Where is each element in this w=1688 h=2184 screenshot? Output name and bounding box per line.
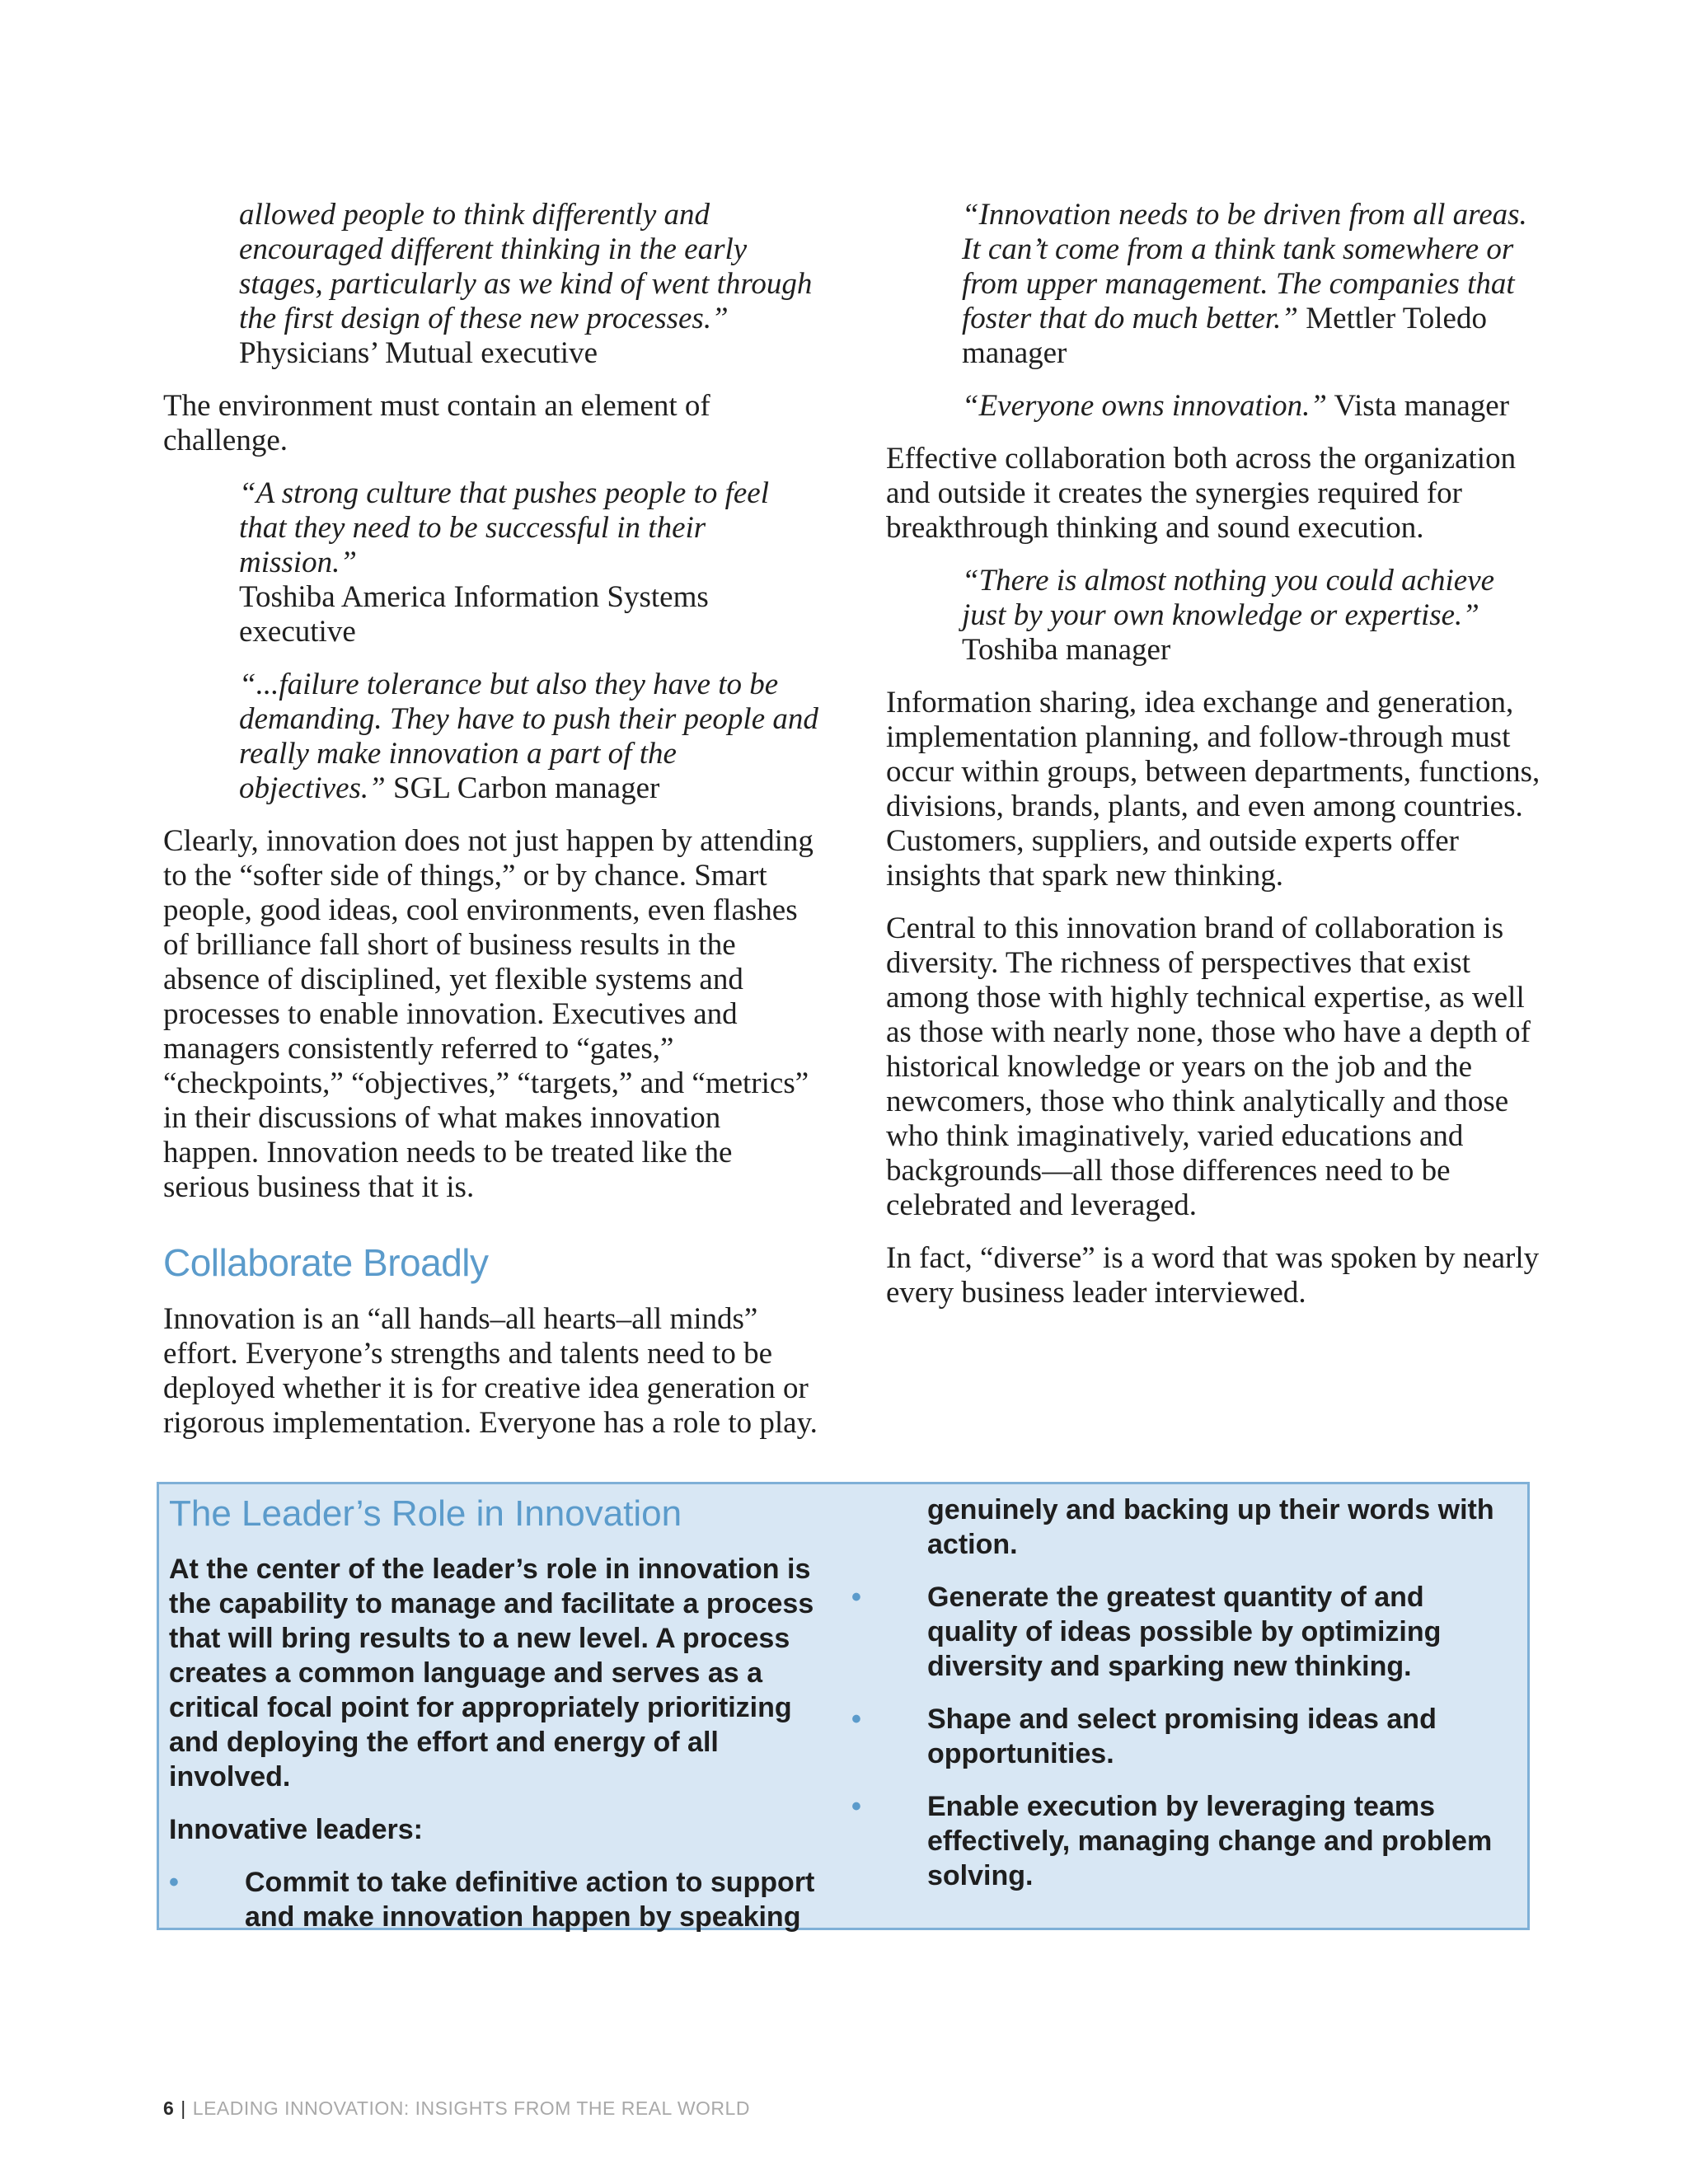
- quote-vista: [962, 389, 1545, 424]
- quote-attribution: SGL Carbon manager: [393, 771, 660, 805]
- sidebar-bullet-generate: [851, 1580, 1511, 1684]
- paragraph-diverse-word: In fact, “diverse” is a word that was spoken by nearly every business leader interviewed.: [886, 1241, 1540, 1310]
- section-heading-collaborate: Collaborate Broadly: [163, 1241, 489, 1284]
- quote-text: “...failure tolerance but also they have to be demanding. They have to push their people and really make innovation a part of the objectives.”: [239, 668, 818, 805]
- sidebar-bullet-commit: [169, 1865, 837, 1934]
- sidebar-intro: At the center of the leader’s role in innovation is the capability to manage and facilitate a process that will bring results to a new level. A process creates a common language and serves as a critical focal point for appropriately prioritizing and deploying the effort and energy of all involved.: [169, 1554, 814, 1793]
- footer-separator: |: [181, 2097, 186, 2119]
- quote-attribution: Physicians’ Mutual executive: [239, 336, 598, 370]
- paragraph-challenge: The environment must contain an element of challenge.: [163, 389, 710, 457]
- page-footer: [163, 2097, 750, 2120]
- bullet-dot-icon: •: [851, 1791, 861, 1822]
- bullet-text: Shape and select promising ideas and opportunities.: [927, 1704, 1437, 1769]
- paragraph-information-sharing: Information sharing, idea exchange and generation, implementation planning, and follow-through must occur within groups, between departments, functions, divisions, brands, plants, and even among countries. Customers, suppliers, and outside experts offer insights that spark new thinking.: [886, 686, 1540, 893]
- paragraph-diversity: Central to this innovation brand of collaboration is diversity. The richness of perspectives that exist among those with highly technical expertise, as well as those with nearly none, those who have a depth of historical knowledge or years on the job and the newcomers, those who think analytically and those who think imaginatively, varied educations and backgrounds—all those differences need to be celebrated and leveraged.: [886, 912, 1531, 1222]
- quote-text: allowed people to think differently and encouraged different thinking in the early stages, particularly as we kind of went through the first design of these new processes.”: [239, 198, 813, 335]
- quote-attribution: Toshiba America Information Systems executive: [239, 580, 709, 649]
- quote-text: “A strong culture that pushes people to feel that they need to be successful in their mission.”: [239, 476, 769, 579]
- quote-attribution: Vista manager: [1334, 389, 1510, 423]
- bullet-text: Commit to take definitive action to support and make innovation happen by speaking: [245, 1867, 815, 1933]
- sidebar-title: The Leader’s Role in Innovation: [169, 1493, 682, 1534]
- bullet-text: Enable execution by leveraging teams effectively, managing change and problem solving.: [927, 1791, 1493, 1891]
- sidebar-bullet-commit-continued: genuinely and backing up their words with action.: [927, 1494, 1494, 1560]
- right-column: [886, 198, 1545, 1329]
- sidebar-bullet-enable: [851, 1789, 1511, 1893]
- bullet-dot-icon: •: [169, 1867, 179, 1898]
- sidebar-lead-in: Innovative leaders:: [169, 1814, 424, 1845]
- paragraph-clearly: Clearly, innovation does not just happen by attending to the “softer side of things,” or by chance. Smart people, good ideas, cool environments, even flashes of brilliance fall short of business results in the absence of disciplined, yet flexible systems and processes to enable innovation. Executives and managers consistently referred to “gates,” “checkpoints,” “objectives,” “targets,” and “metrics” in their discussions of what makes innovation happen. Innovation needs to be treated like the serious business that it is.: [163, 824, 814, 1204]
- footer-title: LEADING INNOVATION: INSIGHTS FROM THE REAL WORLD: [192, 2097, 750, 2119]
- quote-toshiba-ais: [239, 476, 823, 649]
- paragraph-all-hands: Innovation is an “all hands–all hearts–all minds” effort. Everyone’s strengths and talents need to be deployed whether it is for creative idea generation or rigorous implementation. Everyone has a role to play.: [163, 1302, 818, 1440]
- quote-text: “Innovation needs to be driven from all areas. It can’t come from a think tank somewhere or from upper management. The companies that foster that do much better.”: [962, 198, 1527, 335]
- quote-toshiba: [962, 564, 1545, 668]
- bullet-dot-icon: •: [851, 1582, 861, 1613]
- quote-text: “There is almost nothing you could achieve just by your own knowledge or expertise.”: [962, 564, 1495, 632]
- quote-physicians-mutual: [239, 198, 823, 371]
- quote-sgl-carbon: [239, 668, 823, 806]
- quote-text: “Everyone owns innovation.”: [962, 389, 1327, 423]
- sidebar-left-column: [169, 1493, 837, 1952]
- bullet-dot-icon: •: [851, 1704, 861, 1735]
- quote-mettler-toledo: [962, 198, 1545, 371]
- bullet-text: Generate the greatest quantity of and quality of ideas possible by optimizing diversity and sparking new thinking.: [927, 1582, 1442, 1682]
- sidebar-bullet-shape: [851, 1702, 1511, 1771]
- quote-attribution: Toshiba manager: [962, 633, 1171, 667]
- page-number: 6: [163, 2097, 175, 2119]
- paragraph-effective-collaboration: Effective collaboration both across the organization and outside it creates the synergies required for breakthrough thinking and sound execution.: [886, 442, 1517, 545]
- left-column: [163, 198, 823, 1459]
- sidebar-right-column: [851, 1493, 1511, 1911]
- sidebar-leaders-role: [157, 1482, 1530, 1933]
- quote-attribution: Mettler Toledo manager: [962, 302, 1487, 370]
